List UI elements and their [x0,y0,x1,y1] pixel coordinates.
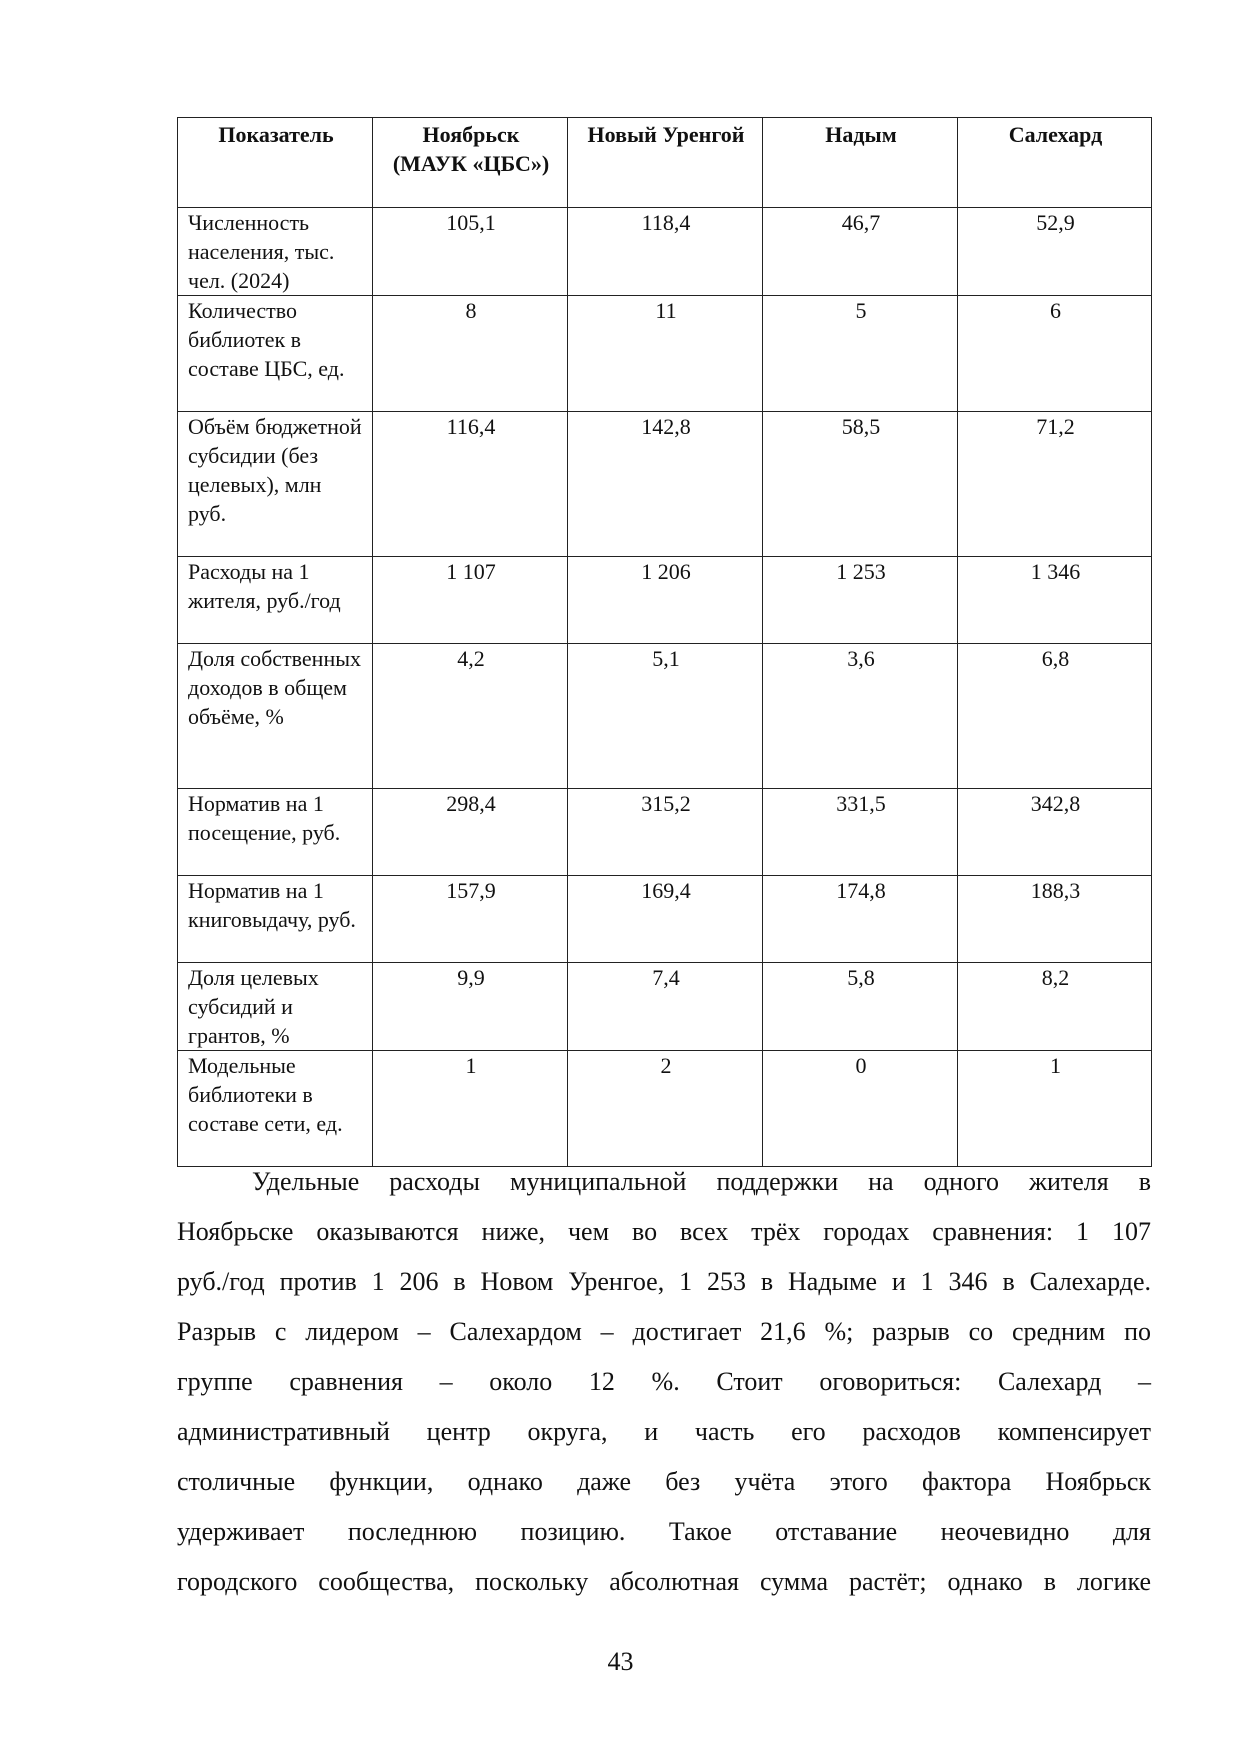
paragraph-line: городского сообщества, поскольку абсолютная сумма растёт; однако в логике [177,1567,1151,1596]
table-cell: 142,8 [568,412,763,557]
table-cell: 331,5 [763,789,958,876]
table-cell: 8 [373,296,568,412]
paragraph-line: группе сравнения – около 12 %. Стоит оговориться: Салехард – [177,1367,1151,1396]
table-row [178,963,1152,1051]
header-nadym: Надым [763,118,958,208]
table-row [178,412,1152,557]
table-cell: 5,1 [568,644,763,789]
table-cell: 2 [568,1051,763,1167]
table-row [178,876,1152,963]
header-indicator: Показатель [178,118,373,208]
paragraph-line: руб./год против 1 206 в Новом Уренгое, 1 253 в Надыме и 1 346 в Салехарде. [177,1267,1151,1296]
table-cell: 6,8 [958,644,1152,789]
table-cell: 1 [373,1051,568,1167]
table-cell: 342,8 [958,789,1152,876]
table-cell: 9,9 [373,963,568,1051]
row-label: Расходы на 1 жителя, руб./год [178,557,373,644]
table-header-row [178,118,1152,208]
paragraph-line: административный центр округа, и часть его расходов компенсирует [177,1417,1151,1446]
header-noyabrsk: Ноябрьск (МАУК «ЦБС») [373,118,568,208]
row-label: Доля собственных доходов в общем объёме, % [178,644,373,789]
row-label: Доля целевых субсидий и грантов, % [178,963,373,1051]
row-label: Численность населения, тыс. чел. (2024) [178,208,373,296]
header-salekhard: Салехард [958,118,1152,208]
paragraph-line: Разрыв с лидером – Салехардом – достигает 21,6 %; разрыв со средним по [177,1317,1151,1346]
row-label: Норматив на 1 посещение, руб. [178,789,373,876]
row-label: Количество библиотек в составе ЦБС, ед. [178,296,373,412]
table-cell: 46,7 [763,208,958,296]
header-novy-urengoy: Новый Уренгой [568,118,763,208]
page-number: 43 [607,1647,634,1676]
table-cell: 1 346 [958,557,1152,644]
table-cell: 1 [958,1051,1152,1167]
table-cell: 116,4 [373,412,568,557]
table-cell: 7,4 [568,963,763,1051]
paragraph-line: столичные функции, однако даже без учёта этого фактора Ноябрьск [177,1467,1151,1496]
table-cell: 157,9 [373,876,568,963]
table-cell: 105,1 [373,208,568,296]
table-cell: 6 [958,296,1152,412]
table-cell: 169,4 [568,876,763,963]
body-paragraph [177,1157,1151,1607]
comparison-table [177,117,1152,1167]
table-cell: 52,9 [958,208,1152,296]
table-row [178,296,1152,412]
table-cell: 58,5 [763,412,958,557]
table-cell: 4,2 [373,644,568,789]
table-cell: 188,3 [958,876,1152,963]
table-cell: 1 253 [763,557,958,644]
table-cell: 118,4 [568,208,763,296]
table-row [178,644,1152,789]
table-cell: 5,8 [763,963,958,1051]
table-cell: 1 206 [568,557,763,644]
table-cell: 1 107 [373,557,568,644]
row-label: Норматив на 1 книговыдачу, руб. [178,876,373,963]
table-cell: 298,4 [373,789,568,876]
table-row [178,789,1152,876]
table-cell: 8,2 [958,963,1152,1051]
paragraph-line: удерживает последнюю позицию. Такое отставание неочевидно для [177,1517,1151,1546]
table-row [178,557,1152,644]
table-body [178,208,1152,1167]
table-cell: 11 [568,296,763,412]
paragraph-line: Удельные расходы муниципальной поддержки на одного жителя в [252,1167,1151,1196]
table-row [178,1051,1152,1167]
table-cell: 5 [763,296,958,412]
table-cell: 315,2 [568,789,763,876]
table-cell: 3,6 [763,644,958,789]
row-label: Модельные библиотеки в составе сети, ед. [178,1051,373,1167]
table-cell: 0 [763,1051,958,1167]
table-row [178,208,1152,296]
paragraph-line: Ноябрьске оказываются ниже, чем во всех трёх городах сравнения: 1 107 [177,1217,1151,1246]
row-label: Объём бюджетной субсидии (без целевых), млн руб. [178,412,373,557]
table-cell: 71,2 [958,412,1152,557]
table-cell: 174,8 [763,876,958,963]
